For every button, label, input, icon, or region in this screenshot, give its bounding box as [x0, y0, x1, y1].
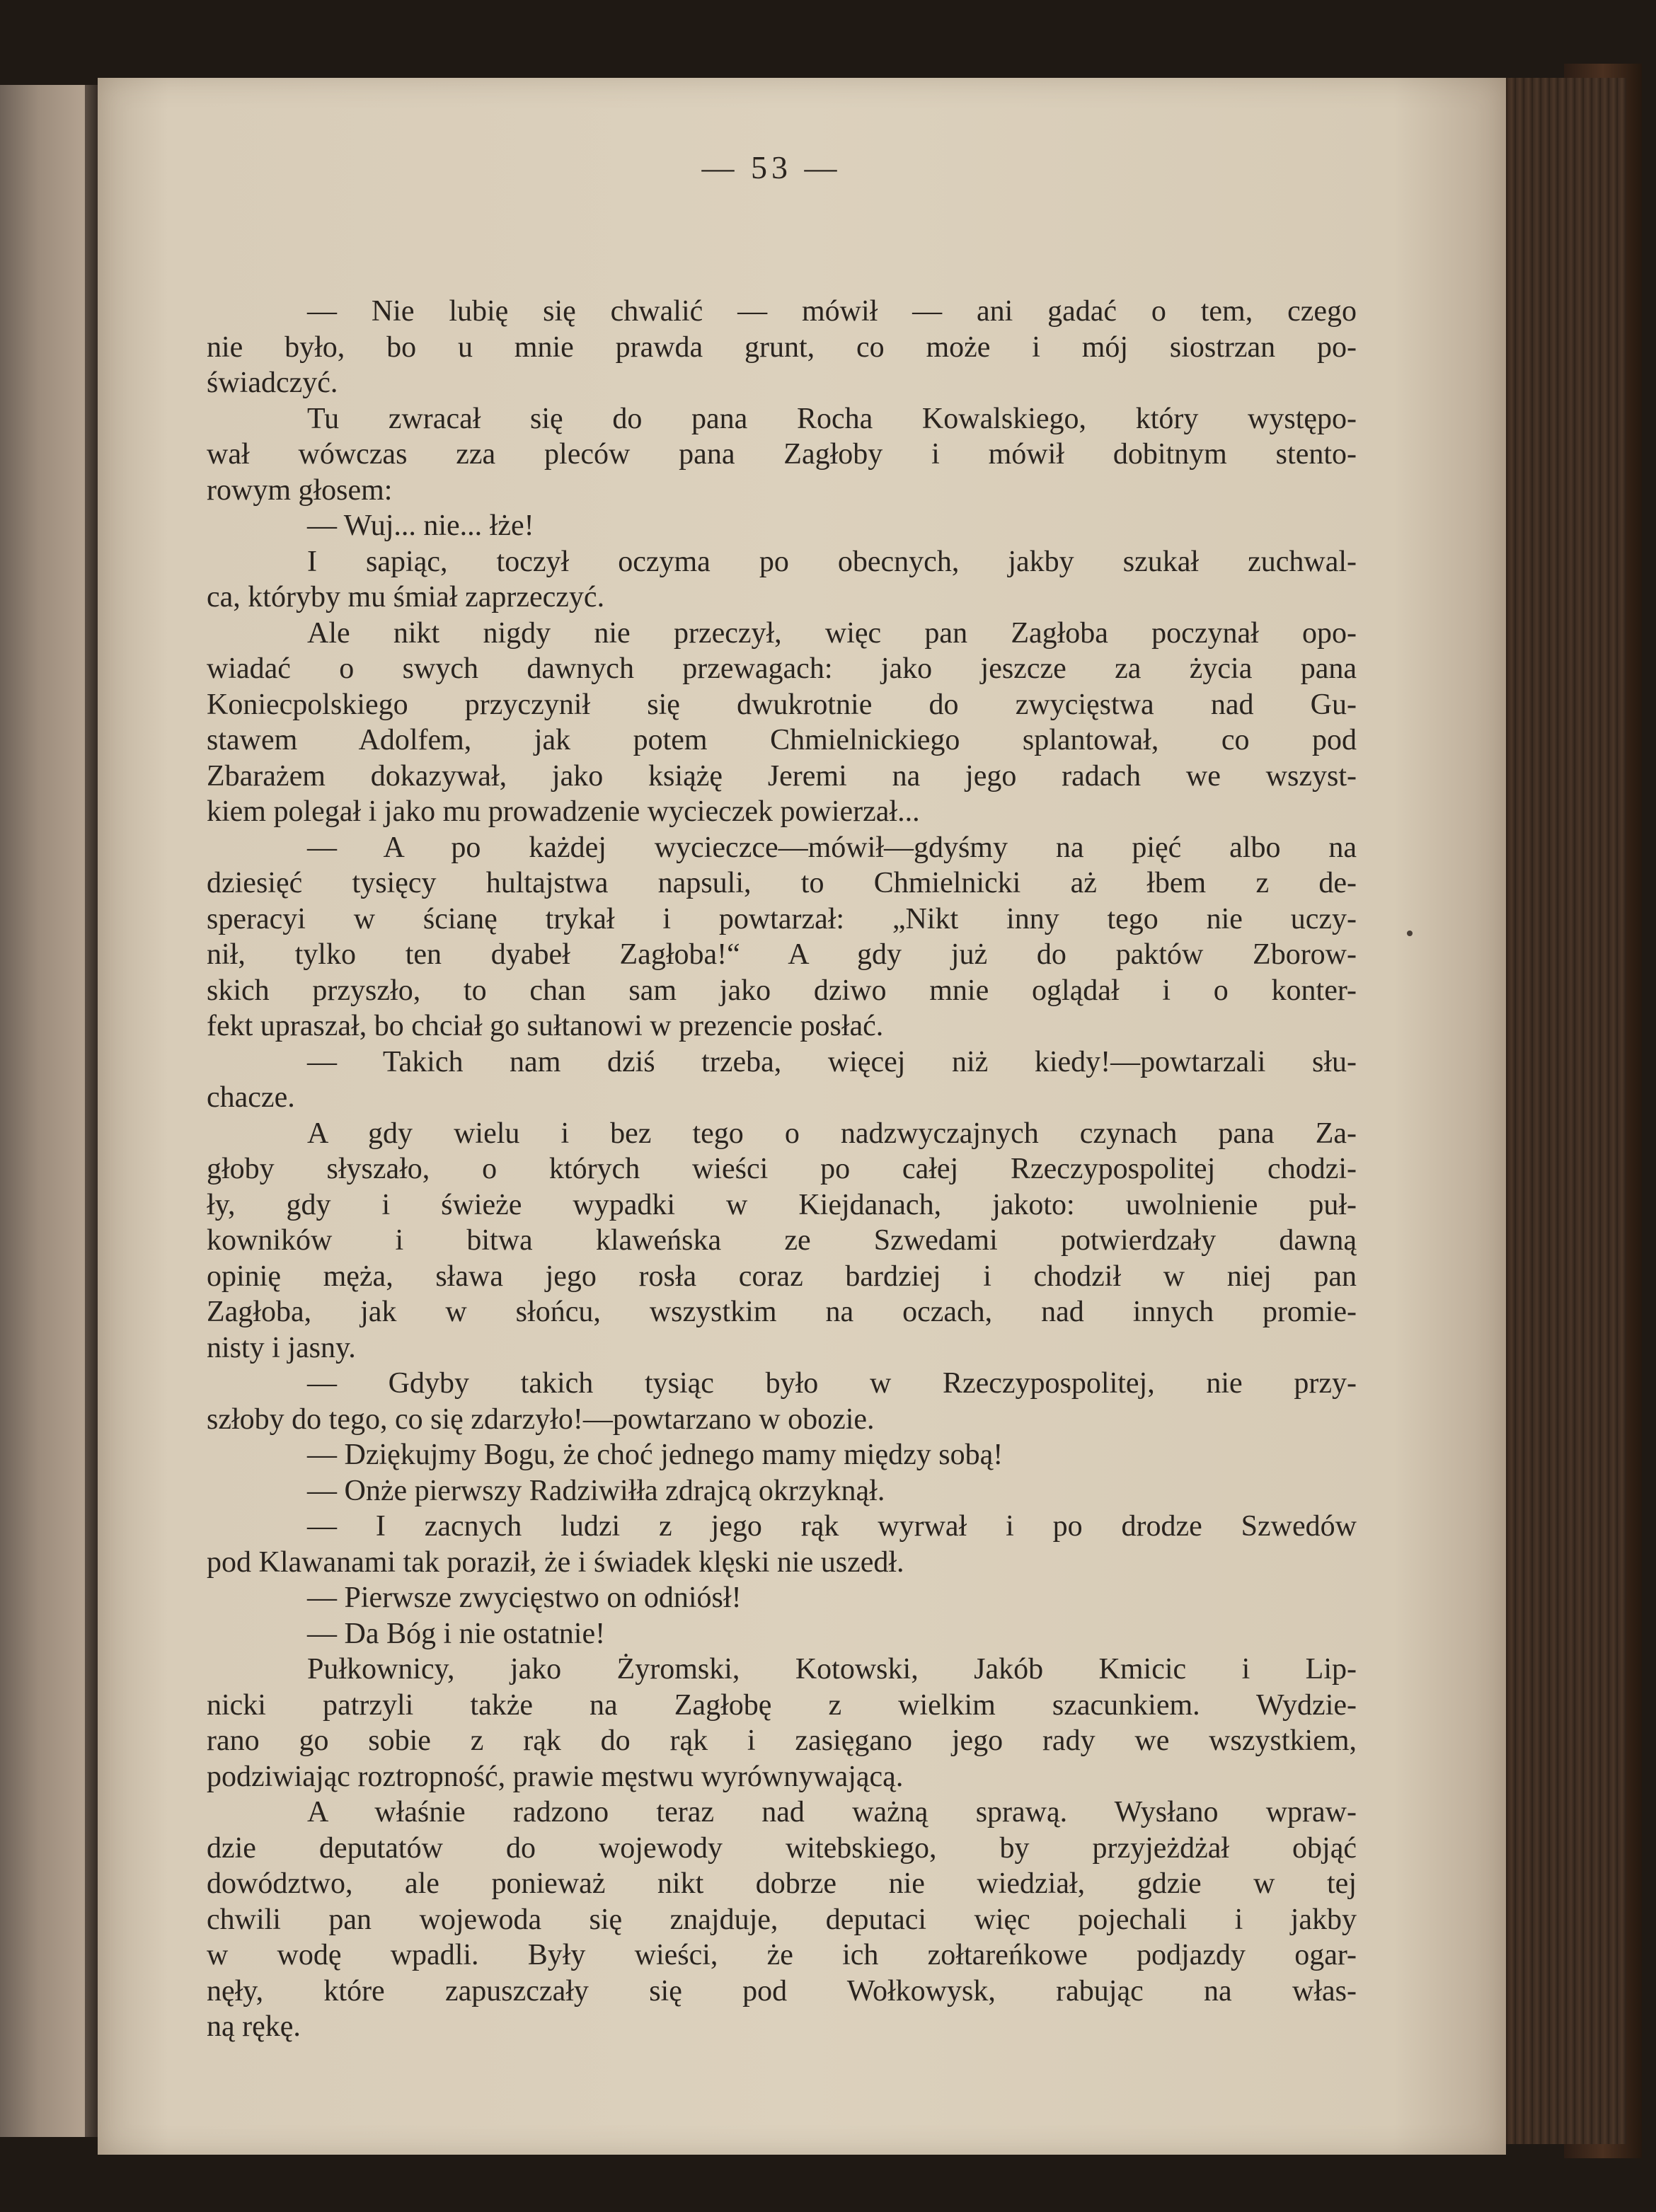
text-line: — Dziękujmy Bogu, że choć jednego mamy między sobą!	[307, 1439, 1004, 1471]
book-page-edges	[1499, 78, 1626, 2144]
text-line: opinię męża, sława jego rosła coraz bardziej i chodził w niej pan	[207, 1260, 1357, 1293]
text-line: nie było, bo u mnie prawda grunt, co może i mój siostrzan po-	[207, 330, 1357, 364]
text-line: Zbarażem dokazywał, jako książę Jeremi na jego radach we wszyst-	[207, 759, 1357, 793]
text-line: chwili pan wojewoda się znajduje, deputaci więc pojechali i jakby	[207, 1903, 1357, 1936]
left-page-edge	[0, 85, 98, 2137]
text-line: ły, gdy i świeże wypadki w Kiejdanach, jakoto: uwolnienie puł-	[207, 1188, 1357, 1221]
text-line: kiem polegał i jako mu prowadzenie wycieczek powierzał...	[207, 795, 920, 828]
text-line: — Wuj... nie... łże!	[307, 509, 534, 542]
text-line: Koniecpolskiego przyczynił się dwukrotnie do zwycięstwa nad Gu-	[207, 688, 1357, 721]
text-line: — Onże pierwszy Radziwiłła zdrajcą okrzyknął.	[307, 1474, 885, 1507]
text-line: Pułkownicy, jako Żyromski, Kotowski, Jakób Kmicic i Lip-	[307, 1653, 1357, 1686]
text-line: ca, któryby mu śmiał zaprzeczyć.	[207, 581, 605, 614]
text-line: Tu zwracał się do pana Rocha Kowalskiego, który występo-	[307, 402, 1357, 435]
text-line: podziwiając roztropność, prawie męstwu wyrównywającą.	[207, 1760, 904, 1793]
text-line: szłoby do tego, co się zdarzyło!—powtarzano w obozie.	[207, 1402, 875, 1436]
text-line: ną rękę.	[207, 2010, 301, 2043]
text-line: nił, tylko ten dyabeł Zagłoba!“ A gdy już do paktów Zborow-	[207, 938, 1357, 971]
text-line: speracyi w ścianę trykał i powtarzał: „Nikt inny tego nie uczy-	[207, 902, 1357, 935]
text-line: nęły, które zapuszczały się pod Wołkowysk, rabując na włas-	[207, 1974, 1357, 2007]
text-line: — Pierwsze zwycięstwo on odniósł!	[307, 1582, 742, 1614]
text-line: dowództwo, ale ponieważ nikt dobrze nie wiedział, gdzie w tej	[207, 1867, 1357, 1900]
text-line: Ale nikt nigdy nie przeczył, więc pan Zagłoba poczynał opo-	[307, 616, 1357, 650]
text-line: nisty i jasny.	[207, 1331, 356, 1364]
text-line: — Nie lubię się chwalić — mówił — ani gadać o tem, czego	[307, 295, 1357, 328]
text-line: wiadać o swych dawnych przewagach: jako jeszcze za życia pana	[207, 652, 1357, 685]
text-line: — Gdyby takich tysiąc było w Rzeczypospolitej, nie przy-	[307, 1367, 1357, 1400]
text-line: kowników i bitwa klaweńska ze Szwedami potwierdzały dawną	[207, 1224, 1357, 1257]
text-line: Zagłoba, jak w słońcu, wszystkim na oczach, nad innych promie-	[207, 1296, 1357, 1328]
text-line: stawem Adolfem, jak potem Chmielnickiego splantował, co pod	[207, 724, 1357, 756]
text-line: chacze.	[207, 1081, 295, 1114]
text-line: nicki patrzyli także na Zagłobę z wielkim szacunkiem. Wydzie-	[207, 1688, 1357, 1722]
text-line: fekt upraszał, bo chciał go sułtanowi w prezencie posłać.	[207, 1010, 884, 1042]
text-line: — I zacnych ludzi z jego rąk wyrwał i po drodze Szwedów	[307, 1510, 1357, 1543]
page-number: — 53 —	[701, 149, 841, 185]
page-body-text	[207, 294, 1357, 2045]
text-line: — Da Bóg i nie ostatnie!	[307, 1617, 606, 1650]
text-line: rano go sobie z rąk do rąk i zasięgano jego rady we wszystkiem,	[207, 1724, 1357, 1757]
text-line: rowym głosem:	[207, 473, 393, 507]
text-line: świadczyć.	[207, 367, 338, 399]
text-line: — A po każdej wycieczce—mówił—gdyśmy na pięć albo na	[307, 831, 1357, 864]
text-line: dziesięć tysięcy hultajstwa napsuli, to Chmielnicki aż łbem z de-	[207, 867, 1357, 899]
text-line: A gdy wielu i bez tego o nadzwyczajnych czynach pana Za-	[307, 1117, 1357, 1150]
text-line: pod Klawanami tak poraził, że i świadek klęski nie uszedł.	[207, 1545, 904, 1579]
text-line: w wodę wpadli. Były wieści, że ich zołtareńkowe podjazdy ogar-	[207, 1939, 1357, 1971]
text-line: skich przyszło, to chan sam jako dziwo mnie oglądał i o konter-	[207, 974, 1357, 1007]
text-line: głoby słyszało, o których wieści po całej Rzeczypospolitej chodzi-	[207, 1153, 1357, 1185]
text-line: I sapiąc, toczył oczyma po obecnych, jakby szukał zuchwal-	[307, 545, 1357, 578]
text-line: dzie deputatów do wojewody witebskiego, by przyjeżdżał objąć	[207, 1831, 1357, 1865]
text-line: wał wówczas zza pleców pana Zagłoby i mówił dobitnym stento-	[207, 438, 1357, 471]
text-line: A właśnie radzono teraz nad ważną sprawą. Wysłano wpraw-	[307, 1796, 1357, 1828]
ink-speck	[1407, 931, 1413, 936]
text-line: — Takich nam dziś trzeba, więcej niż kiedy!—powtarzali słu-	[307, 1045, 1357, 1078]
